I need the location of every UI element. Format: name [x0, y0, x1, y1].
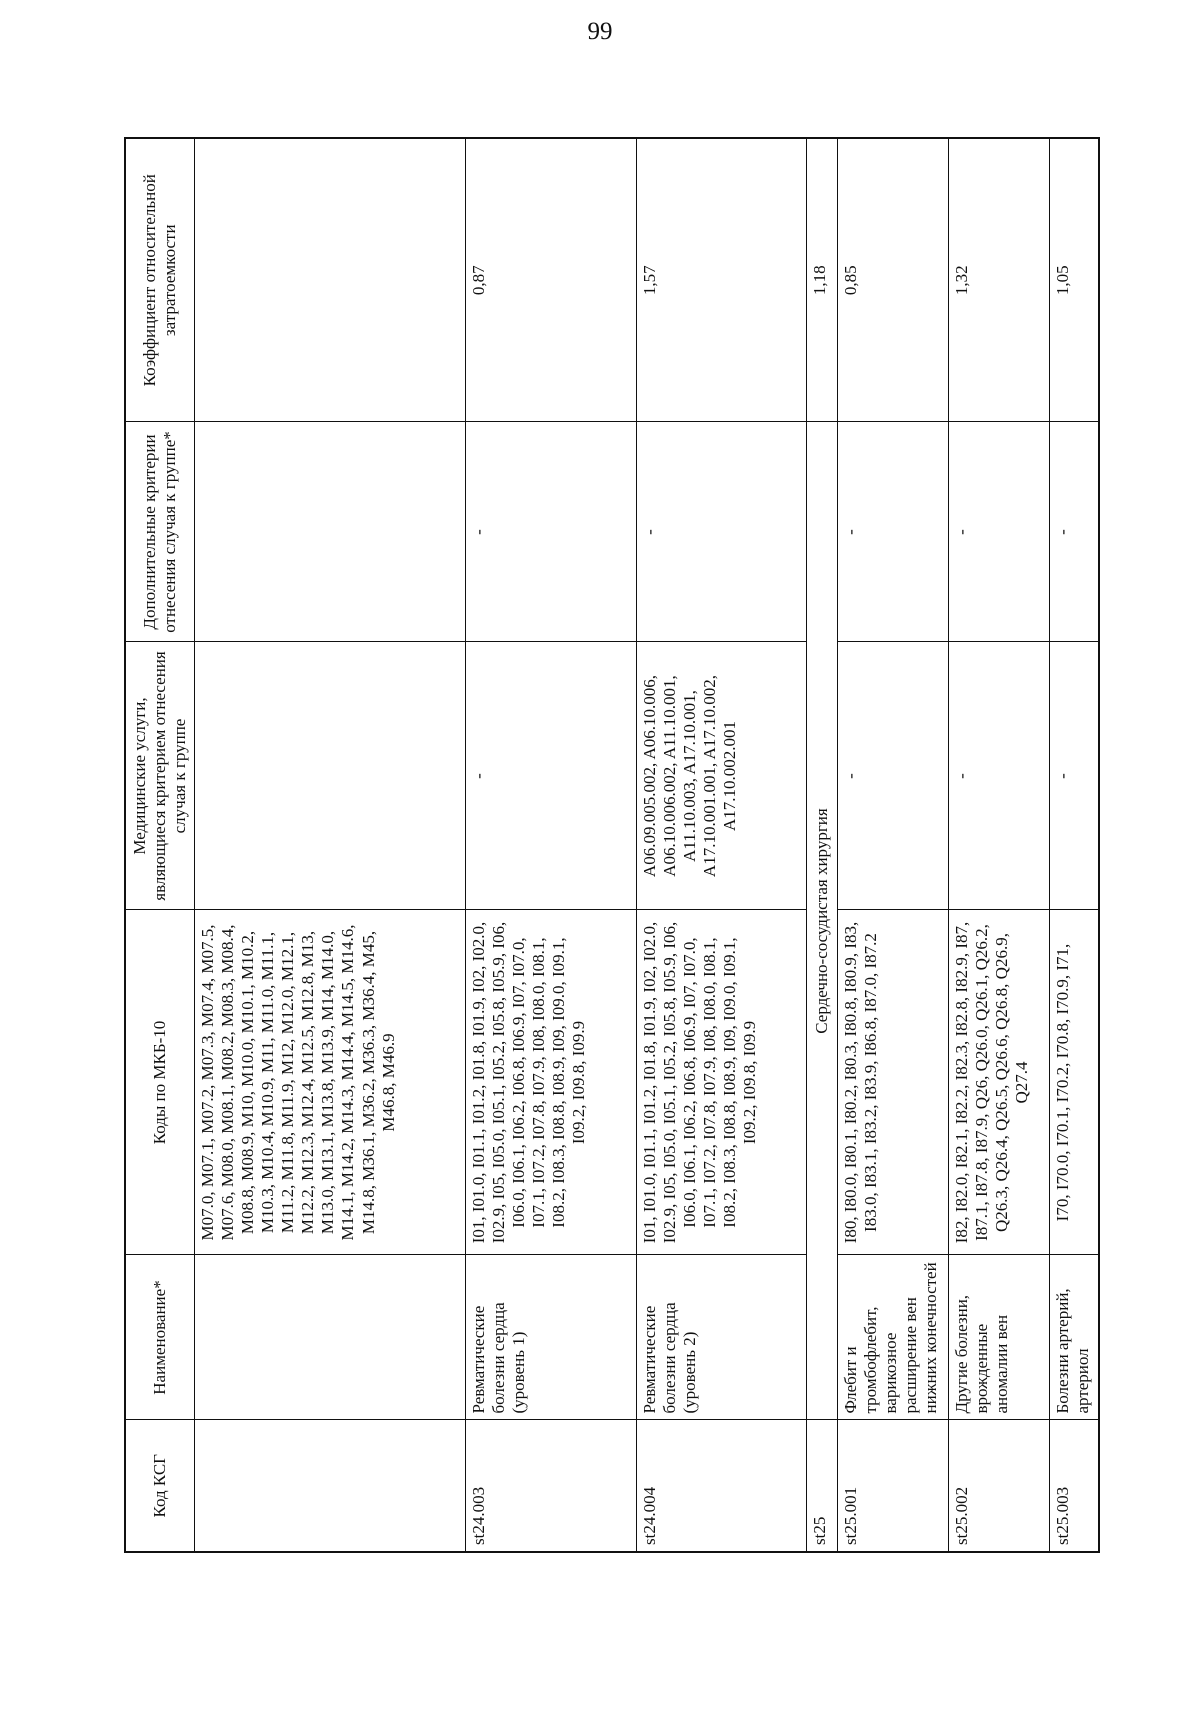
cell-code: st25.001 — [838, 1420, 949, 1552]
section-row — [807, 138, 838, 1552]
table-row — [465, 138, 636, 1552]
cell-services: A06.09.005.002, A06.10.006, A06.10.006.002, A11.10.001, A11.10.003, A17.10.001, A17.10.001.001, A17.10.002, A17.10.002.001 — [636, 642, 807, 910]
header-services: Медицинские услуги, являющиеся критерием отнесения случая к группе — [125, 642, 195, 910]
cell-services: - — [838, 642, 949, 910]
header-coef: Коэффициент относительной затратоемкости — [125, 138, 195, 422]
table-row — [636, 138, 807, 1552]
cell-criteria: - — [1050, 422, 1099, 642]
cell-coef: 1,57 — [636, 138, 807, 422]
cell-mkb: I80, I80.0, I80.1, I80.2, I80.3, I80.8, I80.9, I83, I83.0, I83.1, I83.2, I83.9, I86.8, I87.0, I87.2 — [838, 910, 949, 1255]
section-title: Сердечно-сосудистая хирургия — [807, 422, 838, 1420]
cell-criteria — [195, 422, 466, 642]
cell-mkb: I01, I01.0, I01.1, I01.2, I01.8, I01.9, I02, I02.0, I02.9, I05, I05.0, I05.1, I05.2, I05.8, I05.9, I06, I06.0, I06.1, I06.2, I06.8, I06.9, I07, I07.0, I07.1, I07.2, I07.8, I07.9, I08, I08.0, I08.1, I08.2, I08.3, I08.8, I08.9, I09, I09.0, I09.1, I09.2, I09.8, I09.9 — [465, 910, 636, 1255]
cell-code: st24.004 — [636, 1420, 807, 1552]
cell-name: Ревматические болезни сердца (уровень 1) — [465, 1255, 636, 1420]
section-code: st25 — [807, 1420, 838, 1552]
table-row — [948, 138, 1049, 1552]
cell-name: Ревматические болезни сердца (уровень 2) — [636, 1255, 807, 1420]
header-name: Наименование* — [125, 1255, 195, 1420]
cell-services — [195, 642, 466, 910]
cell-services: - — [1050, 642, 1099, 910]
rotated-table-wrapper — [124, 139, 1100, 1553]
cell-services: - — [465, 642, 636, 910]
table-row — [195, 138, 466, 1552]
cell-coef — [195, 138, 466, 422]
header-criteria: Дополнительные критерии отнесения случая к группе* — [125, 422, 195, 642]
cell-mkb: M07.0, M07.1, M07.2, M07.3, M07.4, M07.5, M07.6, M08.0, M08.1, M08.2, M08.3, M08.4, M08.8, M08.9, M10, M10.0, M10.1, M10.2, M10.3, M10.4, M10.9, M11, M11.0, M11.1, M11.2, M11.8, M11.9, M12, M12.0, M12.1, M12.2, M12.3, M12.4, M12.5, M12.8, M13, M13.0, M13.1, M13.8, M13.9, M14, M14.0, M14.1, M14.2, M14.3, M14.4, M14.5, M14.6, M14.8, M36.1, M36.2, M36.3, M36.4, M45, M46.8, M46.9 — [195, 910, 466, 1255]
cell-code: st24.003 — [465, 1420, 636, 1552]
table-header-row — [125, 138, 195, 1552]
cell-mkb: I01, I01.0, I01.1, I01.2, I01.8, I01.9, I02, I02.0, I02.9, I05, I05.0, I05.1, I05.2, I05.8, I05.9, I06, I06.0, I06.1, I06.2, I06.8, I06.9, I07, I07.0, I07.1, I07.2, I07.8, I07.9, I08, I08.0, I08.1, I08.2, I08.3, I08.8, I08.9, I09, I09.0, I09.1, I09.2, I09.8, I09.9 — [636, 910, 807, 1255]
header-code: Код КСГ — [125, 1420, 195, 1552]
cell-name — [195, 1255, 466, 1420]
cell-coef: 1,05 — [1050, 138, 1099, 422]
cell-coef: 0,87 — [465, 138, 636, 422]
section-coef: 1,18 — [807, 138, 838, 422]
cell-code: st25.002 — [948, 1420, 1049, 1552]
cell-code: st25.003 — [1050, 1420, 1099, 1552]
cell-mkb: I82, I82.0, I82.1, I82.2, I82.3, I82.8, I82.9, I87, I87.1, I87.8, I87.9, Q26, Q26.0, Q26.1, Q26.2, Q26.3, Q26.4, Q26.5, Q26.6, Q26.8, Q26.9, Q27.4 — [948, 910, 1049, 1255]
cell-criteria: - — [465, 422, 636, 642]
page-number: 99 — [587, 18, 613, 45]
cell-name: Болезни артерий, артериол — [1050, 1255, 1099, 1420]
cell-services: - — [948, 642, 1049, 910]
cell-name: Флебит и тромбофлебит, варикозное расширение вен нижних конечностей — [838, 1255, 949, 1420]
cell-criteria: - — [636, 422, 807, 642]
table-row — [1050, 138, 1099, 1552]
cell-coef: 1,32 — [948, 138, 1049, 422]
table-row — [838, 138, 949, 1552]
cell-name: Другие болезни, врожденные аномалии вен — [948, 1255, 1049, 1420]
cell-criteria: - — [948, 422, 1049, 642]
cell-coef: 0,85 — [838, 138, 949, 422]
cell-code — [195, 1420, 466, 1552]
ksg-table — [124, 137, 1100, 1553]
header-mkb: Коды по МКБ-10 — [125, 910, 195, 1255]
cell-mkb: I70, I70.0, I70.1, I70.2, I70.8, I70.9, I71, — [1050, 910, 1099, 1255]
cell-criteria: - — [838, 422, 949, 642]
